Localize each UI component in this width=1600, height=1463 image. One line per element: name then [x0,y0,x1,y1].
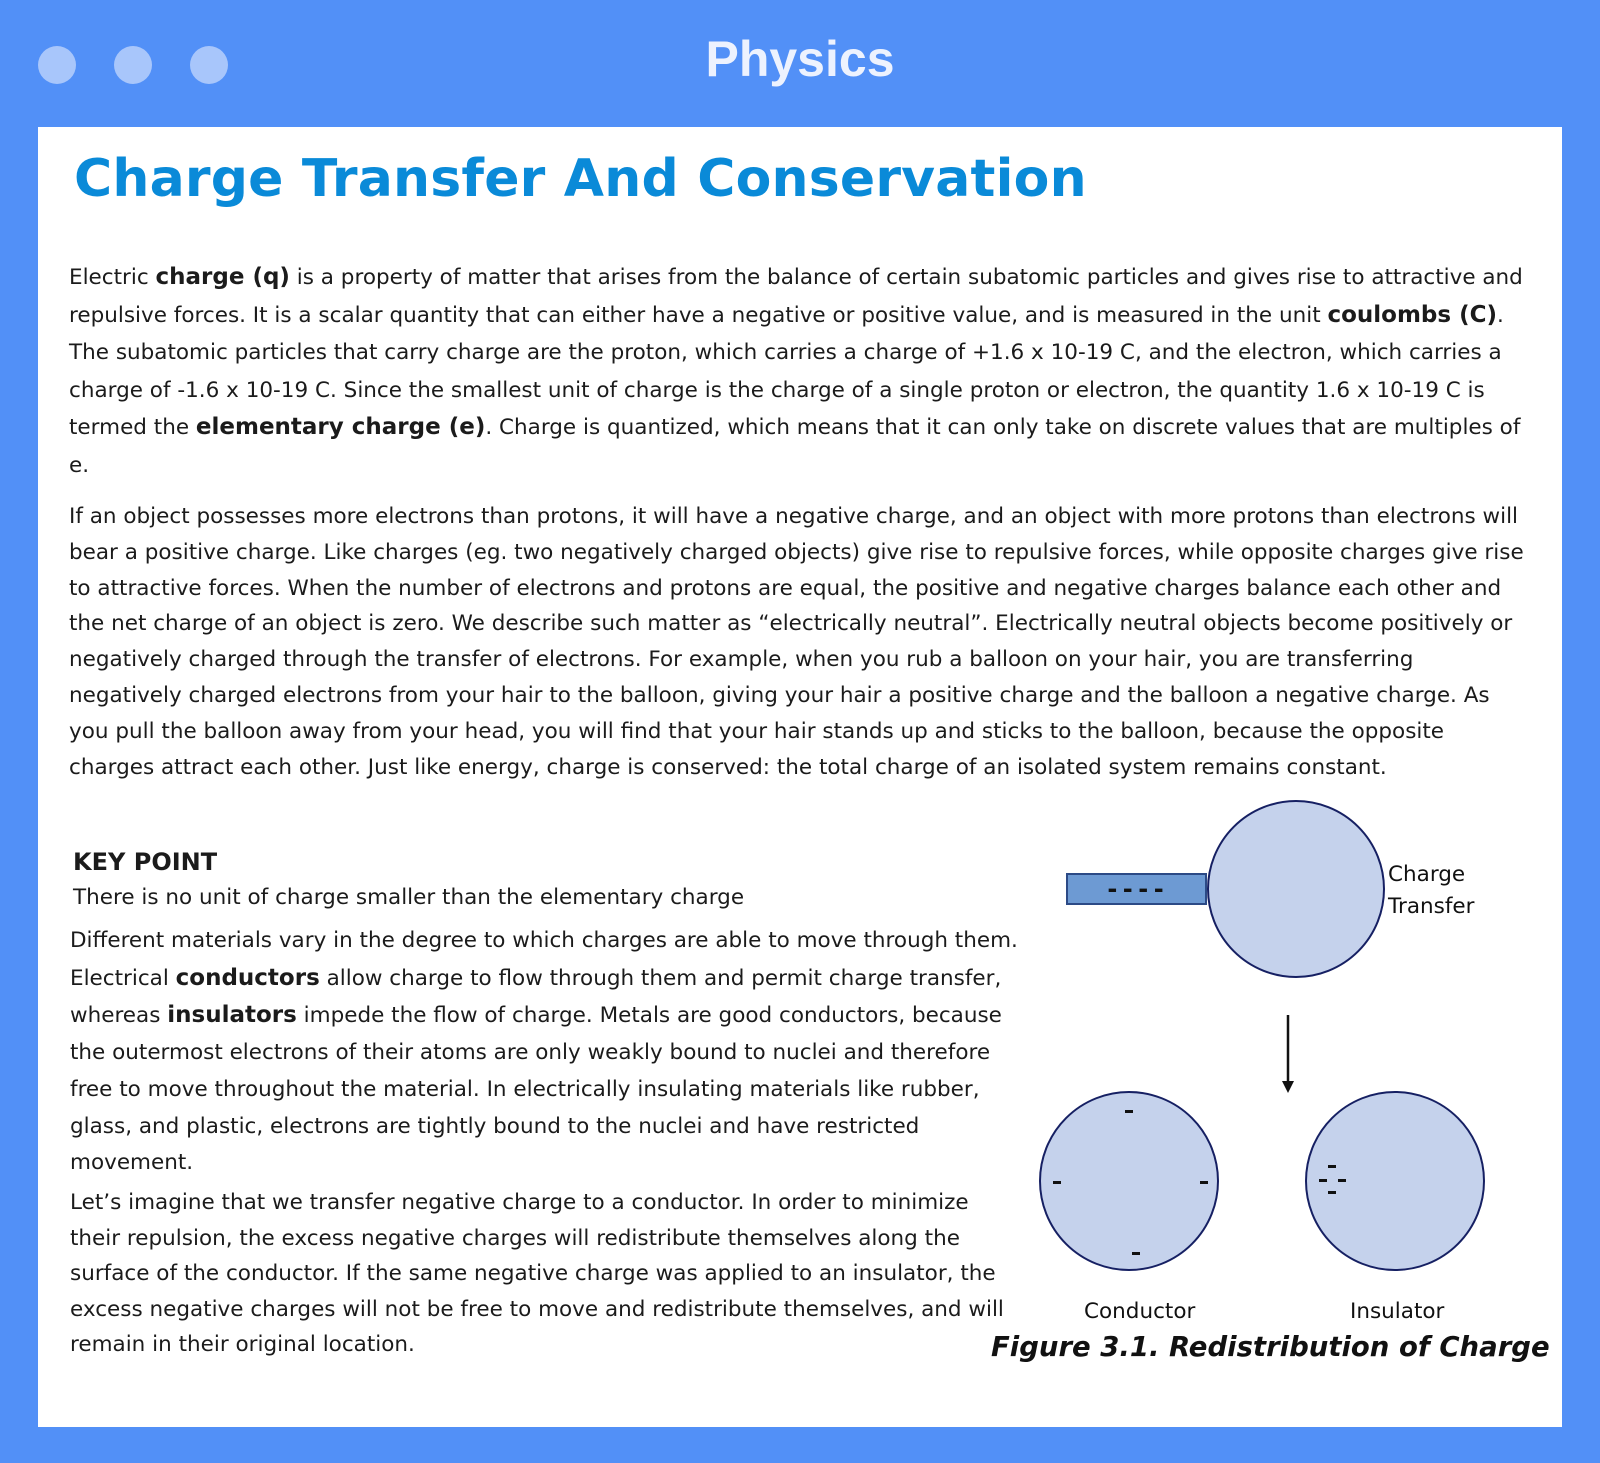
paragraph-text: Electric [69,265,156,290]
insulator-charge-2 [1319,1179,1327,1182]
label-charge-transfer-line1: Charge [1388,862,1466,887]
label-conductor: Conductor [1084,1299,1196,1324]
window-title: Physics [705,31,895,87]
paragraph-text: impede the flow of charge. Metals are good conductors, because the outermost electrons of their atoms are only weakly bound to nuclei and therefore free to move throughout the material. In electrically insulating materials like rubber, glass, and plastic, electrons are tightly bound to the nuclei and have restricted movement. [70,1003,1002,1176]
paragraph-text: . The subatomic particles that carry charge are the proton, which carries a charge of +1.6 x 10-19 C, and the electron, which carries a charge of -1.6 x 10-19 C. Since the smallest unit of charge is the charge of a single proton or electron, the quantity 1.6 x 10-19 C is termed the [69,302,1504,441]
key-point-text: There is no unit of charge smaller than the elementary charge [73,885,745,910]
arrow-down-icon [1282,1081,1294,1093]
source-sphere [1208,801,1384,977]
figure-redistribution-of-charge [38,127,1562,1427]
figure-caption: Figure 3.1. Redistribution of Charge [991,1331,1550,1363]
insulator-charge-3 [1338,1179,1346,1182]
insulator-sphere [1306,1092,1484,1270]
conductor-charge-bottom [1132,1252,1140,1255]
paragraph-text: is a property of matter that arises from the balance of certain subatomic particles and gives rise to attractive and repulsive forces. It is a scalar quantity that can either have a negative or positive value, and is measured in the unit [69,265,1523,328]
conductor-charge-left [1053,1181,1061,1184]
paragraph-text: . Charge is quantized, which means that it can only take on discrete values that are multiples of e. [69,415,1521,478]
label-charge-transfer-line2: Transfer [1388,894,1475,919]
insulator-charge-1 [1328,1165,1336,1168]
term-charge: charge (q) [155,264,290,290]
conductor-sphere [1040,1092,1218,1270]
term-insulators: insulators [167,1002,297,1029]
insulator-charge-4 [1328,1191,1336,1194]
paragraph-text: allow charge to flow through them and permit charge transfer, whereas [70,965,1002,1029]
title-bar [0,0,1600,127]
rod-charges: ---- [1105,875,1167,903]
conductor-charge-right [1200,1181,1208,1184]
label-insulator: Insulator [1350,1299,1445,1324]
paragraph-charge-balance: If an object possesses more electrons than protons, it will have a negative charge, and an object with more protons than electrons will bear a positive charge. Like charges (eg. two negatively charged objects) give rise to repulsive forces, while opposite charges give rise to attractive forces. When the number of electrons and protons are equal, the positive and negative charges balance each other and the net charge of an object is zero. We describe such matter as “electrically neutral”. Electrically neutral objects become positively or negatively charged through the transfer of electrons. For example, when you rub a balloon on your hair, you are transferring negatively charged electrons from your hair to the balloon, giving your hair a positive charge and the balloon a negative charge. As you pull the balloon away from your head, you will find that your hair stands up and sticks to the balloon, because the opposite charges attract each other. Just like energy, charge is conserved: the total charge of an isolated system remains constant. [69,504,1524,780]
conductor-charge-top [1125,1110,1133,1113]
paragraph-text: Different materials vary in the degree to which charges are able to move through them. Electrical [70,928,1018,991]
paragraph-redistribution: Let’s imagine that we transfer negative charge to a conductor. In order to minimize their repulsion, the excess negative charges will redistribute themselves along the surface of the conductor. If the same negative charge was applied to an insulator, the excess negative charges will not be free to move and redistribute themselves, and will remain in their original location. [70,1190,1004,1357]
label-charge-transfer [1388,859,1518,923]
key-point-heading: KEY POINT [73,848,218,876]
term-coulombs: coulombs (C) [1327,301,1497,328]
term-conductors: conductors [175,964,320,991]
document-page [38,127,1562,1427]
term-elementary-charge: elementary charge (e) [195,414,486,441]
page-title: Charge Transfer And Conservation [74,149,1087,209]
figure-diagram [38,127,1562,1427]
